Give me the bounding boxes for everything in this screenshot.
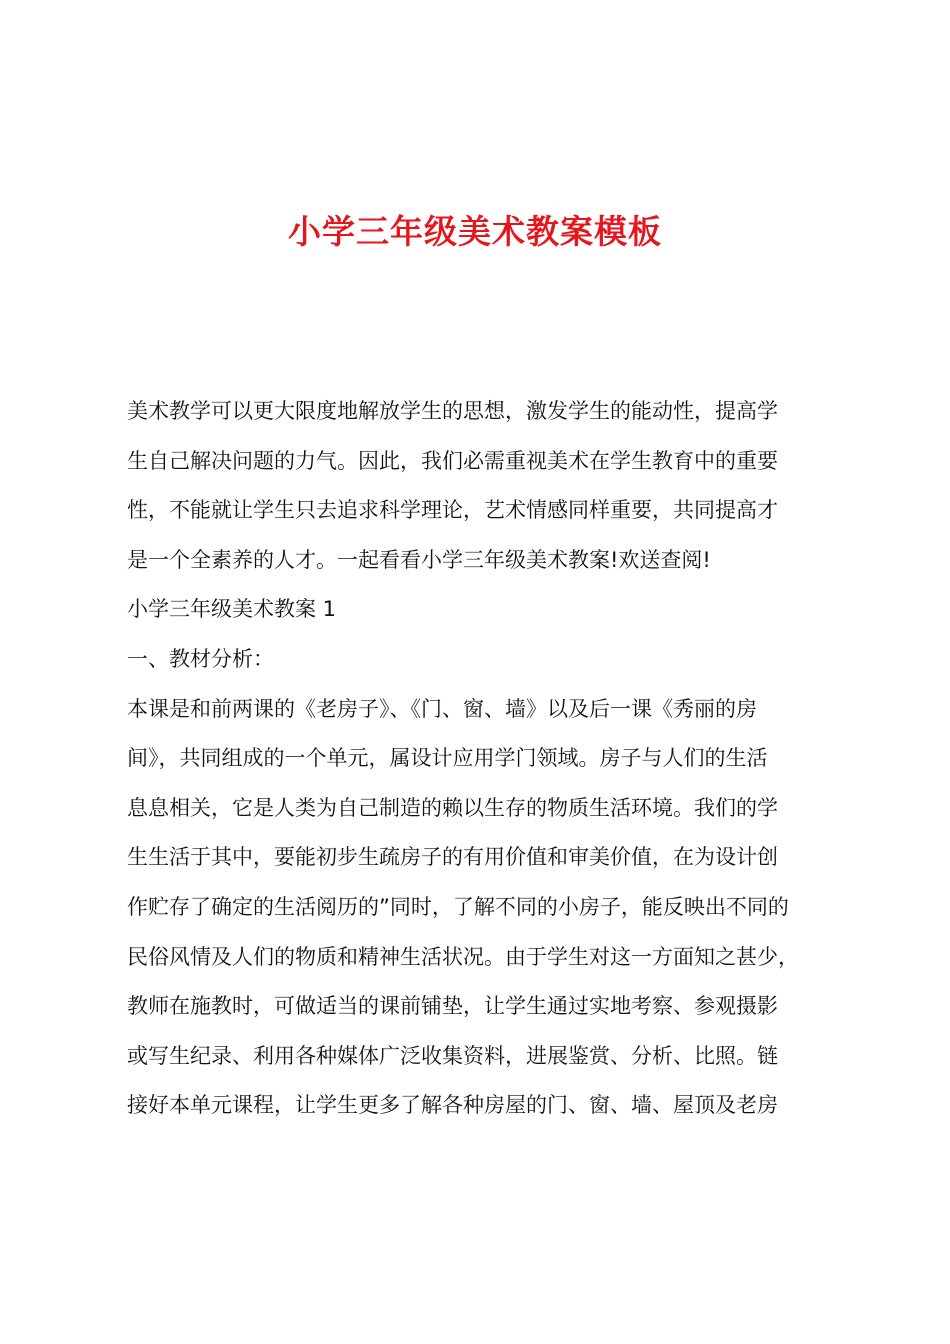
document-body: [127, 387, 843, 1131]
body-line: 息息相关，它是人类为自己制造的赖以生存的物质生活环境。我们的学: [127, 795, 778, 820]
body-line: 作贮存了确定的生活阅历的”同时，了解不同的小房子，能反映出不同的: [127, 894, 789, 919]
body-line: 是一个全素养的人才。一起看看小学三年级美术教案!欢送查阅!: [127, 547, 711, 572]
document-title: 小学三年级美术教案模板: [288, 212, 662, 251]
subsection-heading: 一、教材分析：: [127, 646, 274, 671]
body-line: 间》，共同组成的一个单元，属设计应用学门领域。房子与人们的生活: [127, 746, 768, 771]
body-line: 性，不能就让学生只去追求科学理论，艺术情感同样重要，共同提高才: [127, 498, 778, 523]
body-line: 生生活于其中，要能初步生疏房子的有用价值和审美价值，在为设计创: [127, 845, 778, 870]
body-line: 或写生纪录、利用各种媒体广泛收集资料，进展鉴赏、分析、比照。链: [127, 1043, 778, 1068]
body-line: 美术教学可以更大限度地解放学生的思想，激发学生的能动性，提高学: [127, 399, 778, 423]
body-line: 本课是和前两课的《老房子》、《门、窗、墙》以及后一课《秀丽的房: [127, 696, 757, 721]
body-line: 教师在施教时，可做适当的课前铺垫，让学生通过实地考察、参观摄影: [127, 994, 778, 1019]
section-heading: 小学三年级美术教案 1: [127, 597, 337, 622]
body-line: 民俗风情及人们的物质和精神生活状况。由于学生对这一方面知之甚少，: [127, 944, 799, 969]
body-line: 接好本单元课程，让学生更多了解各种房屋的门、窗、墙、屋顶及老房: [127, 1093, 778, 1118]
body-line: 生自己解决问题的力气。因此，我们必需重视美术在学生教育中的重要: [127, 448, 778, 473]
